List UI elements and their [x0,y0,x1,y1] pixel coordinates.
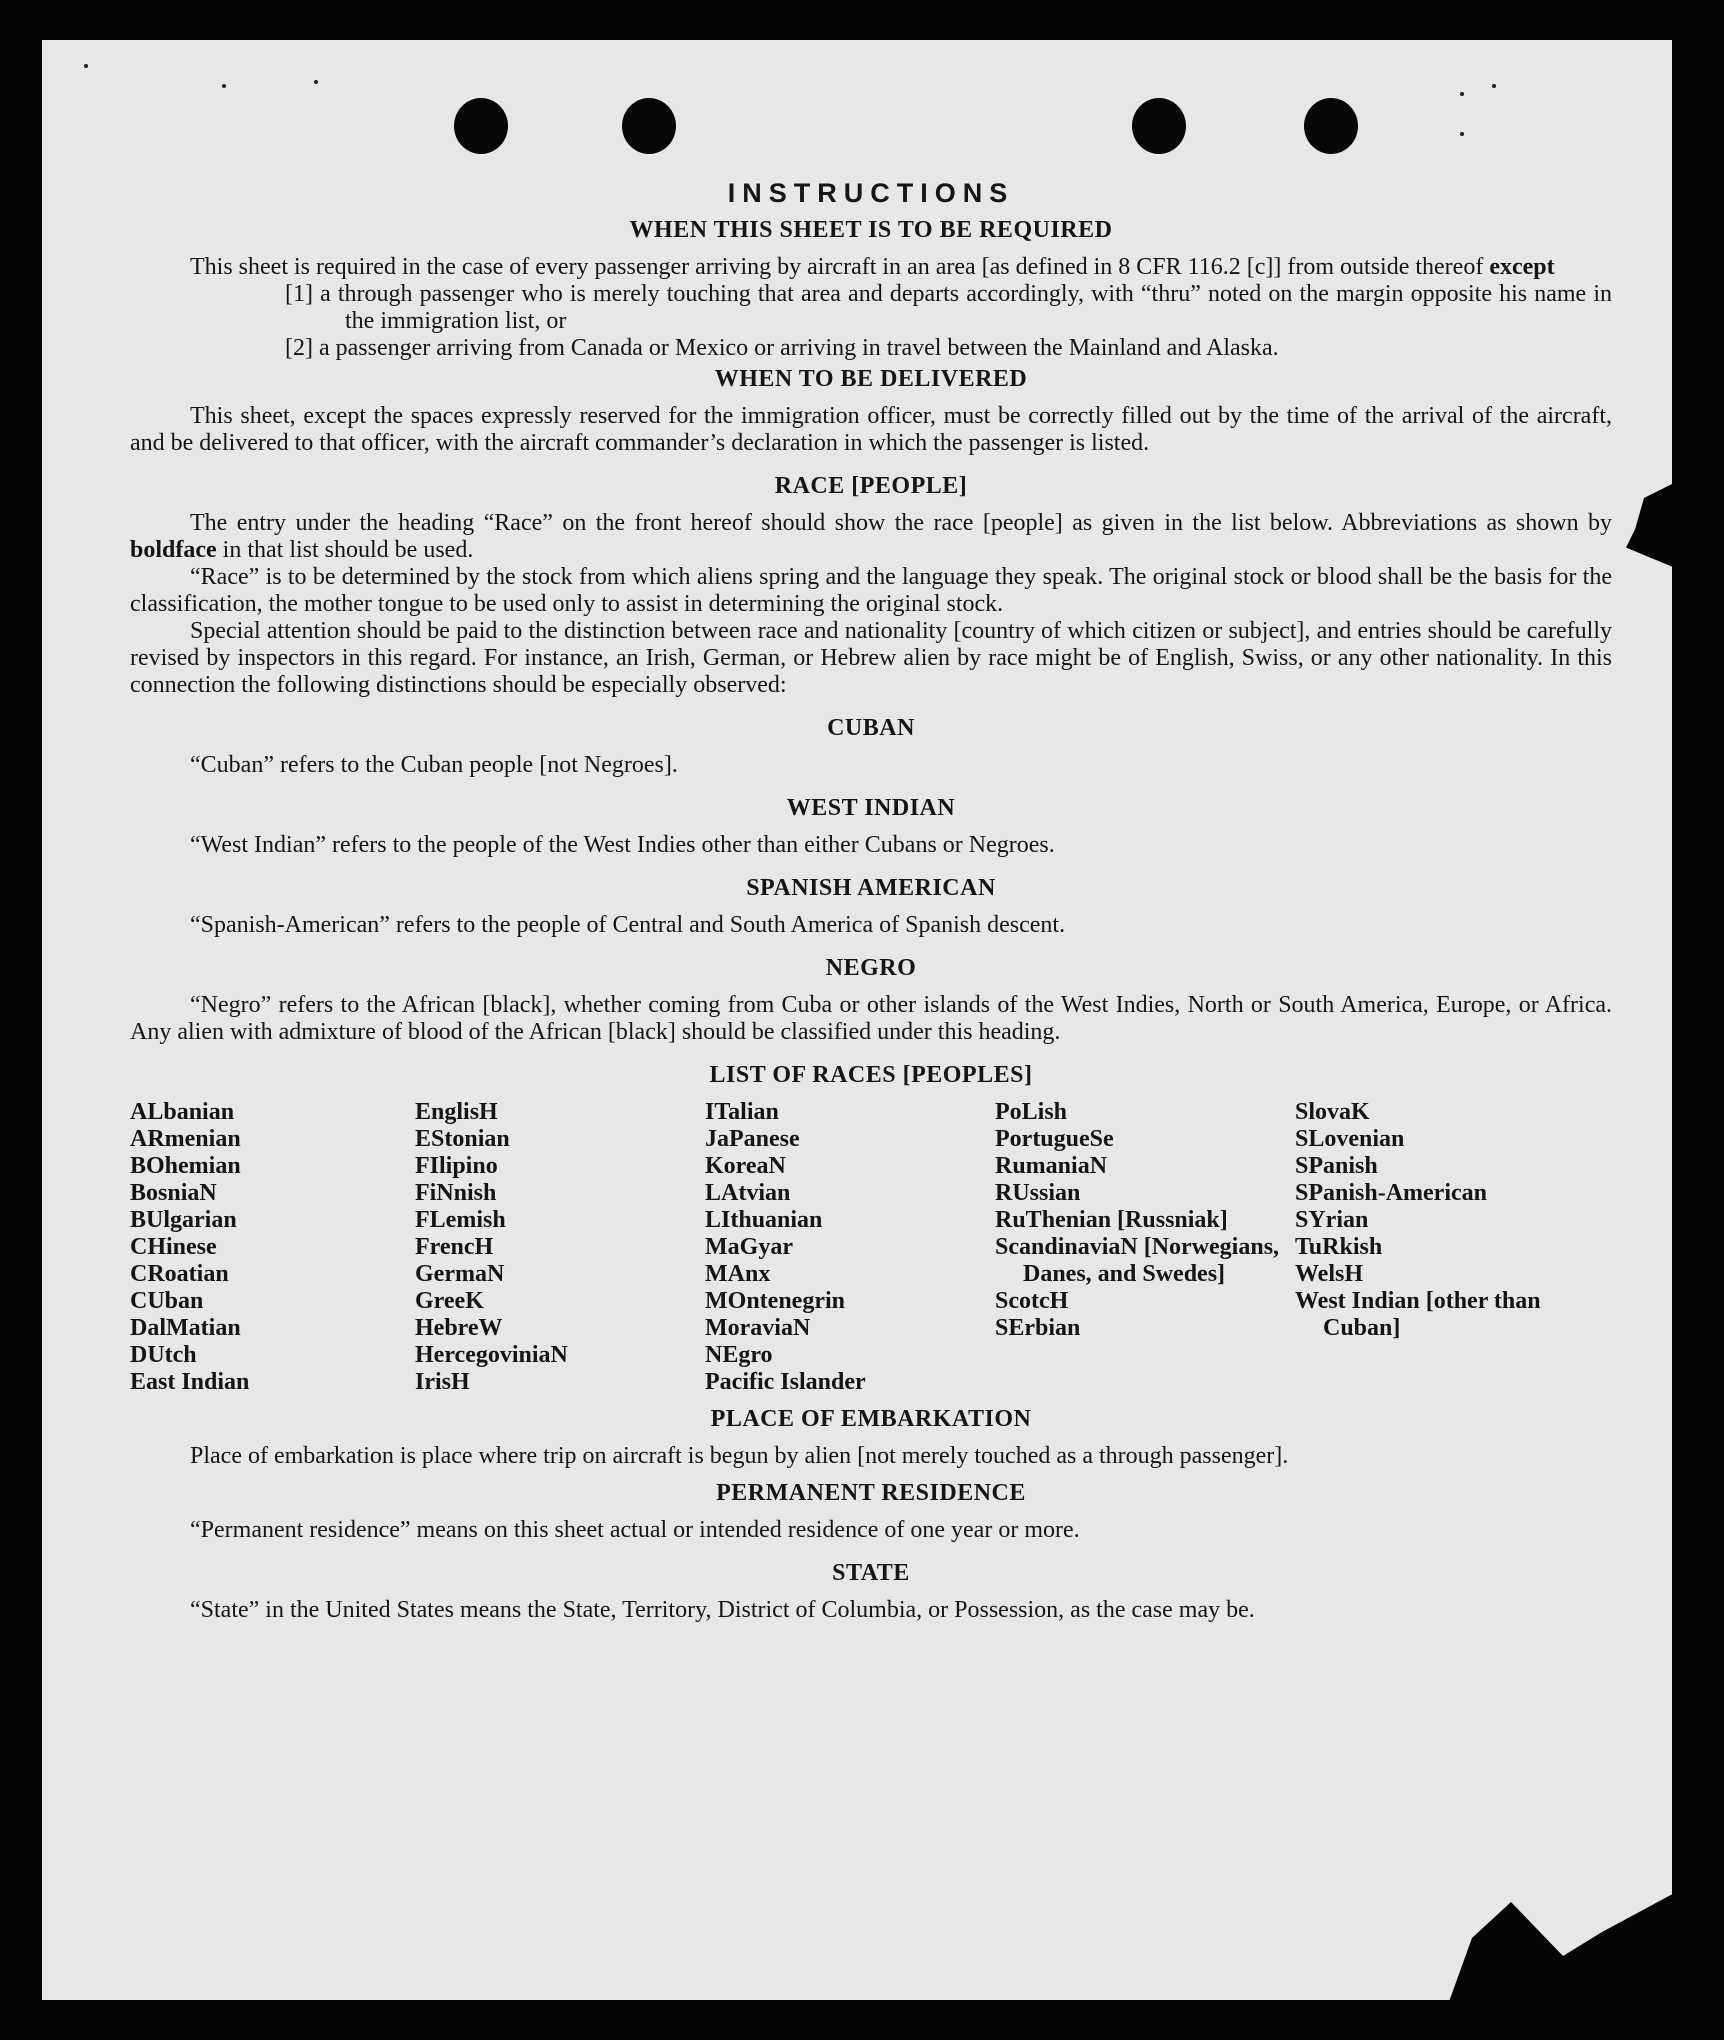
race-entry: MAnx [705,1261,771,1287]
race-entry: CHinese [130,1234,217,1260]
race-entry: FLemish [415,1207,506,1233]
section-heading-negro: NEGRO [825,955,917,981]
race-entry: BOhemian [130,1153,241,1179]
race-entry: RUssian [995,1180,1081,1206]
race-entry: MoraviaN [705,1315,811,1341]
races-column-2 [415,1099,705,1396]
race-entry: ALbanian [130,1099,235,1125]
speck [1460,132,1464,136]
races-list [130,1099,1612,1396]
permanent-residence-text: “Permanent residence” means on this sheet actual or intended residence of one year or more. [190,1517,1080,1543]
speck [314,80,318,84]
races-column-1 [130,1099,415,1396]
race-entry: West Indian [other than Cuban] [1295,1288,1541,1341]
when-delivered-text: This sheet, except the spaces expressly reserved for the immigration officer, must be correctly filled out by the time of the arrival of the aircraft, and be delivered to that officer, with the aircraft commander’s declaration in which the passenger is listed. [130,403,1612,456]
document-sheet [42,40,1672,2000]
race-entry: BUlgarian [130,1207,237,1233]
race-entry: Pacific Islander [705,1369,866,1395]
race-entry: RuThenian [Russniak] [995,1207,1228,1233]
race-entry: GermaN [415,1261,505,1287]
race-entry: EnglisH [415,1099,498,1125]
race-entry: CUban [130,1288,204,1314]
race-entry: EStonian [415,1126,510,1152]
race-entry: WelsH [1295,1261,1364,1287]
race-entry: RumaniaN [995,1153,1108,1179]
race-entry: JaPanese [705,1126,800,1152]
race-paragraph-2: “Race” is to be determined by the stock from which aliens spring and the language they speak. The original stock or blood shall be the basis for the classification, the mother tongue to be used only to assist in determining the original stock. [130,564,1612,617]
race-entry: DUtch [130,1342,197,1368]
section-heading-list-of-races: LIST OF RACES [PEOPLES] [709,1062,1033,1088]
section-heading-embarkation: PLACE OF EMBARKATION [710,1406,1032,1432]
speck [1492,84,1496,88]
west-indian-text: “West Indian” refers to the people of the West Indies other than either Cubans or Negroes. [190,832,1055,858]
section-heading-west-indian: WEST INDIAN [786,795,956,821]
race-entry: SErbian [995,1315,1081,1341]
race-entry: MOntenegrin [705,1288,845,1314]
speck [84,64,88,68]
race-entry: FrencH [415,1234,494,1260]
embarkation-text: Place of embarkation is place where trip on aircraft is begun by alien [not merely touched as a through passenger]. [190,1443,1289,1469]
race-paragraph-3: Special attention should be paid to the distinction between race and nationality [country of which citizen or subject], and entries should be carefully revised by inspectors in this regard. For instance, an Irish, German, or Hebrew alien by race might be of English, Swiss, or any other nationality. In this connection the following distinctions should be especially observed: [130,618,1612,698]
race-entry: DalMatian [130,1315,241,1341]
section-heading-when-required: WHEN THIS SHEET IS TO BE REQUIRED [629,217,1113,243]
section-heading-permanent-residence: PERMANENT RESIDENCE [716,1480,1026,1506]
state-text: “State” in the United States means the State, Territory, District of Columbia, or Possession, as the case may be. [190,1597,1255,1623]
instructions-content [130,180,1612,1624]
race-entry: LAtvian [705,1180,791,1206]
negro-text: “Negro” refers to the African [black], whether coming from Cuba or other islands of the West Indies, North or South America, Europe, or Africa. Any alien with admixture of blood of the African [black] should be classified under this heading. [130,992,1612,1045]
race-entry: SlovaK [1295,1099,1370,1125]
race-entry: HebreW [415,1315,503,1341]
punch-hole [454,98,508,154]
race-entry: FIlipino [415,1153,498,1179]
race-entry: SYrian [1295,1207,1369,1233]
race-entry: GreeK [415,1288,484,1314]
spanish-american-text: “Spanish-American” refers to the people of Central and South America of Spanish descent. [190,912,1066,938]
race-entry: FiNnish [415,1180,497,1206]
races-column-3 [705,1099,995,1396]
race-entry: HercegoviniaN [415,1342,568,1368]
race-entry: LIthuanian [705,1207,823,1233]
punch-hole [622,98,676,154]
race-entry: ARmenian [130,1126,241,1152]
section-heading-spanish-american: SPANISH AMERICAN [746,875,996,901]
race-entry: NEgro [705,1342,773,1368]
race-entry: PoLish [995,1099,1068,1125]
speck [222,84,226,88]
race-entry: SPanish [1295,1153,1378,1179]
punch-hole [1304,98,1358,154]
race-entry: PortugueSe [995,1126,1114,1152]
races-column-5 [1295,1099,1585,1396]
race-entry: East Indian [130,1369,250,1395]
when-required-item-2: [2] a passenger arriving from Canada or Mexico or arriving in travel between the Mainland and Alaska. [285,335,1279,361]
cuban-text: “Cuban” refers to the Cuban people [not Negroes]. [190,752,678,778]
race-entry: SPanish-American [1295,1180,1487,1206]
when-required-item-1: [1] a through passenger who is merely touching that area and departs accordingly, with “thru” noted on the margin opposite his name in the immigration list, or [285,281,1612,334]
when-required-intro: This sheet is required in the case of every passenger arriving by aircraft in an area [as defined in 8 CFR 116.2 [c]] from outside thereof except [190,254,1555,280]
race-entry: ITalian [705,1099,779,1125]
section-heading-when-delivered: WHEN TO BE DELIVERED [714,366,1028,392]
races-column-4 [995,1099,1295,1396]
race-entry: BosniaN [130,1180,217,1206]
race-entry: IrisH [415,1369,470,1395]
race-entry: SLovenian [1295,1126,1405,1152]
race-entry: ScandinaviaN [Norwegians, Danes, and Swedes] [995,1234,1280,1287]
race-paragraph-1: The entry under the heading “Race” on the front hereof should show the race [people] as given in the list below. Abbreviations as shown by boldface in that list should be used. [130,510,1612,563]
speck [1460,92,1464,96]
race-entry: CRoatian [130,1261,229,1287]
race-entry: TuRkish [1295,1234,1383,1260]
punch-hole [1132,98,1186,154]
section-heading-state: STATE [832,1560,910,1586]
section-heading-cuban: CUBAN [827,715,915,741]
race-entry: MaGyar [705,1234,793,1260]
race-entry: ScotcH [995,1288,1069,1314]
section-heading-race: RACE [PEOPLE] [774,473,968,499]
page-title: INSTRUCTIONS [727,178,1015,208]
race-entry: KoreaN [705,1153,786,1179]
